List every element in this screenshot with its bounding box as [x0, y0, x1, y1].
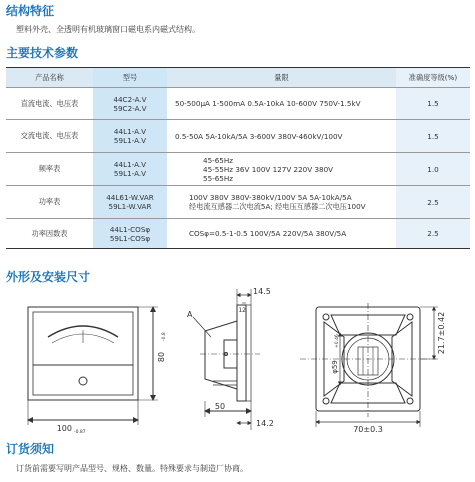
range-line: 45-65Hz	[203, 155, 234, 165]
row-model	[93, 88, 167, 120]
header-accuracy: 准确度等级(%)	[396, 68, 470, 88]
row-name: 功率表	[6, 186, 93, 219]
mount-dim-hole: φ59	[331, 360, 339, 374]
table-row	[6, 120, 470, 153]
model-line: 44L1-COSφ	[109, 224, 151, 234]
row-range	[167, 120, 396, 153]
row-model	[93, 219, 167, 249]
order-title: 订货须知	[6, 442, 55, 456]
row-model	[93, 120, 167, 153]
table-row	[6, 88, 470, 120]
row-accuracy: 2.5	[396, 219, 470, 249]
model-line: 44L1-A.V	[113, 127, 147, 136]
row-range	[167, 88, 396, 120]
row-range	[167, 219, 396, 249]
range-line: 经电流互感器二次电流5A; 经电压互感器二次电压100V	[189, 202, 366, 211]
structure-body: 塑料外壳、全透明有机玻璃窗口磁电系内磁式结构。	[16, 25, 200, 34]
front-height-label: 80	[157, 351, 166, 363]
header-range: 量限	[167, 68, 396, 88]
range-line: 55-65Hz	[203, 173, 234, 183]
row-name: 直流电流、电压表	[6, 88, 93, 120]
row-accuracy: 1.5	[396, 88, 470, 120]
front-view	[28, 307, 158, 425]
header-model: 型号	[93, 68, 167, 88]
mount-dim-right: 21.7±0.42	[437, 311, 446, 355]
side-view	[193, 289, 260, 430]
dimensions-title: 外形及安装尺寸	[6, 270, 91, 284]
row-name: 频率表	[6, 153, 93, 186]
table-row	[6, 219, 470, 249]
table-row	[6, 186, 470, 219]
dimension-drawing	[0, 285, 475, 435]
spec-table	[6, 67, 470, 249]
side-dim-bottom: 14.2	[256, 419, 274, 428]
row-range	[167, 186, 396, 219]
structure-title: 结构特征	[6, 4, 55, 18]
side-dim-small: 12	[238, 307, 246, 314]
side-dim-depth: 50	[214, 402, 226, 411]
table-header-row	[6, 68, 470, 88]
model-line: 44L61-W.VAR	[106, 193, 154, 202]
row-model	[93, 153, 167, 186]
row-accuracy: 2.5	[396, 186, 470, 219]
range-line: COSφ=0.5-1-0.5 100V/5A 220V/5A 380V/5A	[189, 229, 347, 238]
table-row	[6, 153, 470, 186]
callout-a: A	[187, 310, 193, 319]
row-model	[93, 186, 167, 219]
range-line: 45-55Hz 36V 100V 127V 220V 380V	[203, 164, 334, 174]
row-range	[167, 153, 396, 186]
tech-title: 主要技术参数	[6, 46, 79, 60]
model-line: 44C2-A.V	[113, 94, 147, 104]
range-line: 0.5-50A 5A-10kA/5A 3-600V 380V-460kV/100V	[175, 131, 343, 141]
row-accuracy: 1.5	[396, 120, 470, 153]
mount-dim-bottom: 70±0.3	[353, 425, 383, 434]
row-name: 交流电流、电压表	[6, 120, 93, 153]
model-line: 44L1-A.V	[113, 160, 147, 169]
side-dim-top: 14.5	[253, 287, 271, 296]
model-line: 59L1-W.VAR	[108, 202, 152, 211]
mount-dim-hole-tol: +0.46	[335, 334, 340, 348]
model-line: 59L1-COSφ	[109, 233, 151, 243]
front-width-tol: -0.87	[74, 430, 86, 435]
model-line: 59L1-A.V	[113, 169, 147, 178]
row-accuracy: 1.0	[396, 153, 470, 186]
row-name: 功率因数表	[6, 219, 93, 249]
order-body: 订货前需要写明产品型号、规格、数量。特殊要求与制造厂协商。	[16, 464, 248, 473]
range-line: 100V 380V 380V-380kV/100V 5A 5A-10kA/5A	[189, 193, 352, 202]
front-width-label: 100	[56, 424, 72, 433]
header-name: 产品名称	[6, 68, 93, 88]
model-line: 59L1-A.V	[113, 136, 147, 145]
front-height-tol: -0.8	[162, 332, 167, 341]
mount-view	[300, 303, 438, 427]
range-line: 50-500μA 1-500mA 0.5A-10kA 10-600V 750V-1.5kV	[175, 99, 361, 108]
model-line: 59C2-A.V	[113, 103, 147, 113]
